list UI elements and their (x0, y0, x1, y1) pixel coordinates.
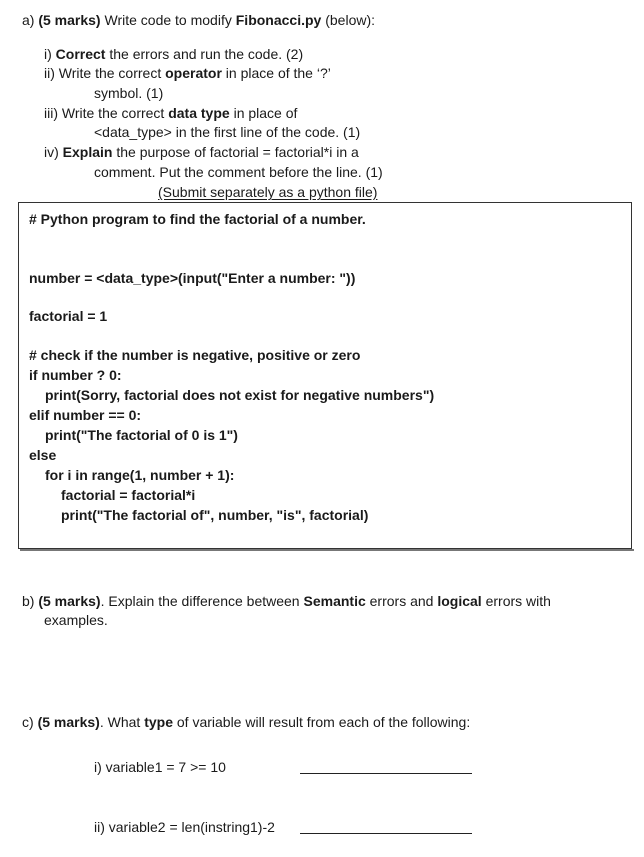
item-iii-rest: in place of (229, 105, 298, 121)
part-a-item-iv (44, 143, 359, 161)
part-b-semantic: Semantic (303, 593, 366, 609)
part-a-item-iii (44, 104, 297, 122)
code-line-8: print("The factorial of 0 is 1") (45, 427, 238, 443)
item-ii-label: ii) Write the correct (44, 65, 166, 81)
item-ii-bold: operator (165, 65, 222, 81)
answer-blank-2[interactable] (300, 833, 472, 834)
part-a-filename: Fibonacci.py (235, 12, 322, 28)
part-b-text-2: errors and (365, 593, 438, 609)
item-ii-rest: in place of the ‘?’ (221, 65, 331, 81)
item-iii-label: iii) Write the correct (44, 105, 169, 121)
part-a-marks: (5 marks) (38, 12, 101, 28)
code-line-6: print(Sorry, factorial does not exist for negative numbers") (45, 387, 435, 403)
part-b-heading (22, 592, 551, 610)
code-line-11: factorial = factorial*i (61, 487, 196, 503)
part-a-item-iv-cont: comment. Put the comment before the line. (1) (94, 164, 383, 180)
part-b-cont: examples. (44, 612, 108, 628)
code-line-7: elif number == 0: (29, 407, 142, 423)
part-b-logical: logical (437, 593, 482, 609)
item-i-rest: the errors and run the code. (2) (105, 46, 304, 62)
part-c-type: type (144, 714, 173, 730)
part-a-prefix: a) (22, 12, 39, 28)
code-line-12: print("The factorial of", number, "is", factorial) (61, 507, 369, 523)
code-line-5: if number ? 0: (29, 367, 122, 383)
code-line-3: factorial = 1 (29, 308, 108, 324)
part-a-text-after: (below): (321, 12, 376, 28)
part-c-text-2: of variable will result from each of the following: (172, 714, 471, 730)
code-line-4: # check if the number is negative, positive or zero (29, 347, 361, 363)
part-c-question-2: ii) variable2 = len(instring1)-2 (94, 819, 275, 835)
part-c-prefix: c) (22, 714, 38, 730)
part-c-heading (22, 713, 470, 731)
part-a-item-ii-cont: symbol. (1) (94, 85, 164, 101)
part-a-item-ii (44, 64, 331, 82)
part-c-text-1: . What (99, 714, 145, 730)
answer-blank-1[interactable] (300, 773, 472, 774)
item-iv-bold: Explain (62, 144, 113, 160)
item-iv-label: iv) (44, 144, 63, 160)
item-i-label: i) (44, 46, 56, 62)
part-c-marks: (5 marks) (37, 714, 100, 730)
part-b-prefix: b) (22, 593, 39, 609)
item-i-bold: Correct (55, 46, 106, 62)
part-b-marks: (5 marks) (38, 593, 101, 609)
part-b-text-1: . Explain the difference between (100, 593, 304, 609)
part-a-heading (22, 11, 375, 29)
submit-note (158, 183, 377, 201)
part-a-item-iii-cont: <data_type> in the first line of the code. (1) (94, 124, 361, 140)
submit-note-text: (Submit separately as a python file) (158, 184, 378, 200)
part-a-text: Write code to modify (100, 12, 236, 28)
part-b-text-3: errors with (481, 593, 551, 609)
item-iii-bold: data type (168, 105, 230, 121)
code-line-10: for i in range(1, number + 1): (45, 467, 235, 483)
code-line-9: else (29, 447, 57, 463)
part-c-question-1: i) variable1 = 7 >= 10 (94, 759, 226, 775)
code-line-2: number = <data_type>(input("Enter a number: ")) (29, 270, 356, 286)
part-a-item-i (44, 45, 303, 63)
code-line-1: # Python program to find the factorial of a number. (29, 211, 366, 227)
item-iv-rest: the purpose of factorial = factorial*i in a (112, 144, 359, 160)
